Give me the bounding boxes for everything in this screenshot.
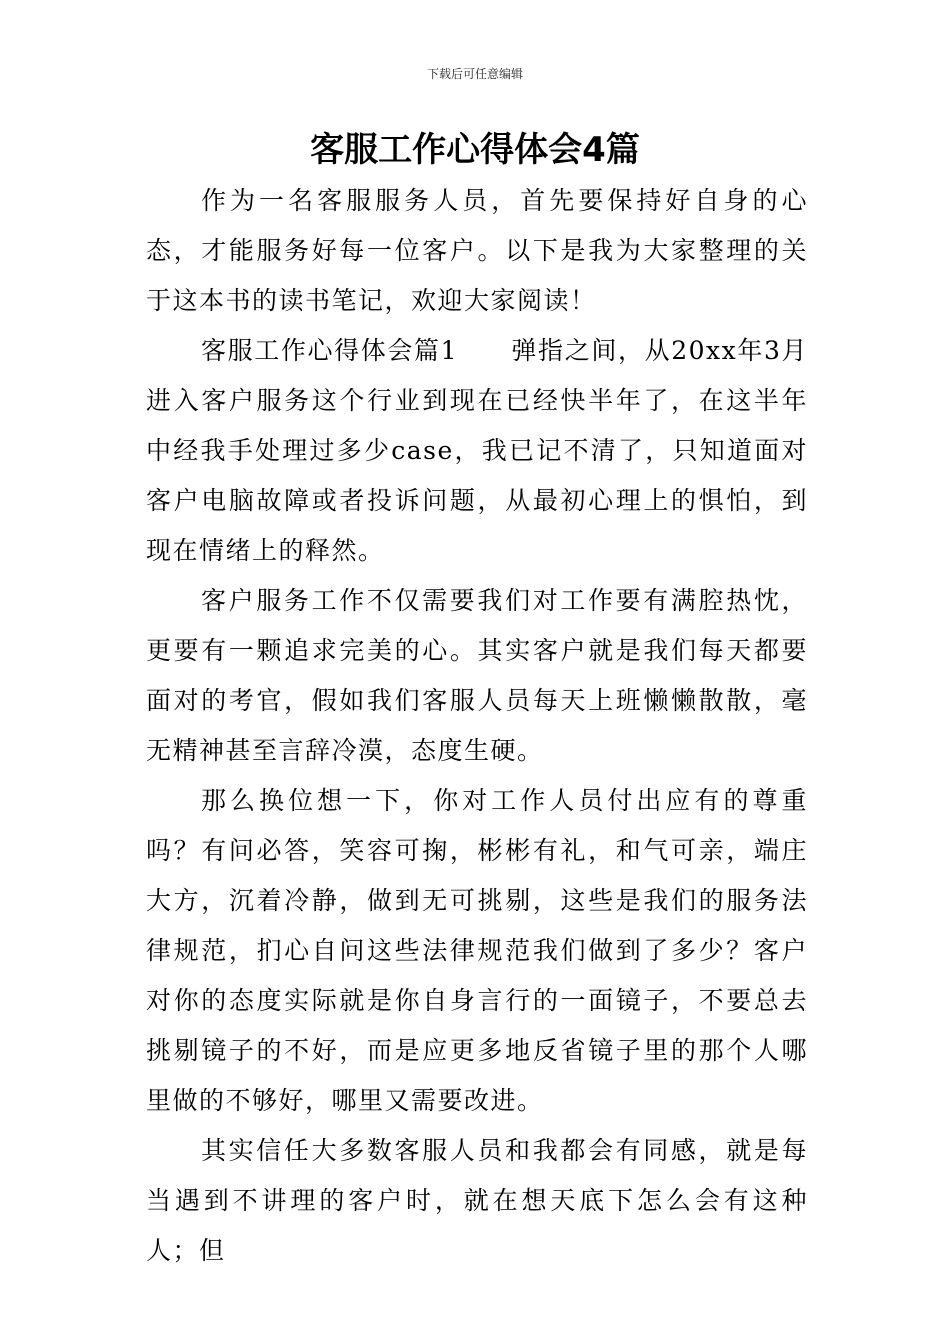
paragraph-service-attitude: 客户服务工作不仅需要我们对工作要有满腔热忱，更要有一颗追求完美的心。其实客户就是我们每天都要面对的考官，假如我们客服人员每天上班懒懒散散，毫无精神甚至言辞冷漠，态度生硬。 (146, 586, 808, 765)
document-title: 客服工作心得体会4篇 (310, 130, 640, 170)
paragraph-reflection: 那么换位想一下，你对工作人员付出应有的尊重吗？有问必答，笑容可掬，彬彬有礼，和气可亲，端庄大方，沉着冷静，做到无可挑剔，这些是我们的服务法律规范，扪心自问这些法律规范我们做到了多少？客户对你的态度实际就是你自身言行的一面镜子，不要总去挑剔镜子的不好，而是应更多地反省镜子里的那个人哪里做的不够好，哪里又需要改进。 (146, 786, 808, 1115)
paragraph-intro: 作为一名客服服务人员，首先要保持好自身的心态，才能服务好每一位客户。以下是我为大家整理的关于这本书的读书笔记，欢迎大家阅读！ (146, 186, 808, 315)
paragraph-unreasonable-customers: 其实信任大多数客服人员和我都会有同感，就是每当遇到不讲理的客户时，就在想天底下怎么会有这种人；但 (146, 1136, 808, 1265)
paragraph-section-1: 客服工作心得体会篇1 弹指之间，从20xx年3月进入客户服务这个行业到现在已经快半年了，在这半年中经我手处理过多少case，我已记不清了，只知道面对客户电脑故障或者投诉问题，从最初心理上的惧怕，到现在情绪上的释然。 (146, 336, 808, 565)
header-note: 下载后可任意编辑 (426, 67, 523, 81)
document-body (146, 176, 808, 1276)
